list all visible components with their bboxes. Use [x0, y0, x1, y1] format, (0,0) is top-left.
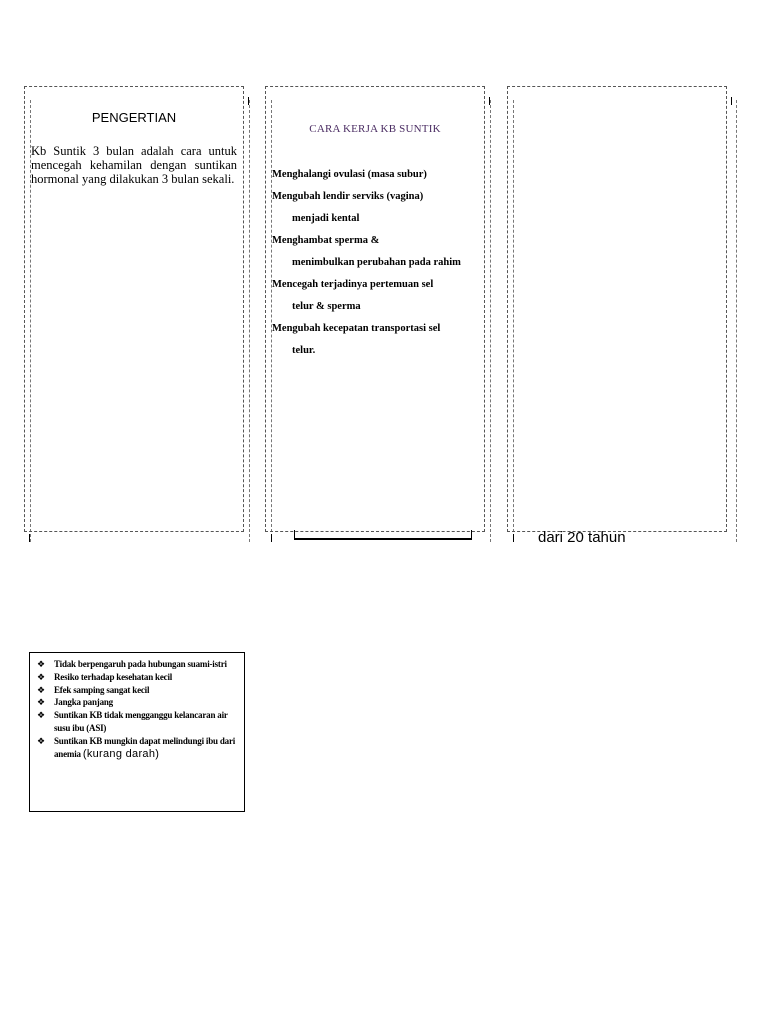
list-item	[36, 684, 240, 697]
section-heading-cara-kerja: CARA KERJA KB SUNTIK	[309, 123, 441, 135]
diamond-bullet-icon: ❖	[37, 671, 45, 682]
diamond-bullet-icon: ❖	[37, 735, 45, 746]
diamond-bullet-icon: ❖	[37, 697, 45, 708]
definition-paragraph: Kb Suntik 3 bulan adalah cara untuk mencegah kehamilan dengan suntikan hormonal yang dilakukan 3 bulan sekali.	[31, 144, 237, 186]
benefits-box	[29, 652, 245, 812]
corner-tick	[271, 534, 272, 542]
list-item-text: Tidak berpengaruh pada hubungan suami-istri	[54, 659, 227, 669]
list-item	[272, 318, 478, 362]
benefits-list	[36, 658, 240, 760]
panel-cara-kerja	[265, 86, 485, 532]
list-item-tail: (kurang darah)	[82, 747, 160, 760]
diamond-bullet-icon: ❖	[37, 710, 45, 721]
corner-tick	[489, 97, 490, 105]
list-item	[36, 696, 240, 709]
list-item	[272, 164, 478, 186]
list-item-text: Resiko terhadap kesehatan kecil	[54, 671, 173, 682]
list-item	[272, 186, 478, 230]
list-item-text: Suntikan KB tidak mengganggu kelancaran air susu ibu (ASI)	[54, 710, 228, 733]
cut-off-text: dari 20 tahun	[538, 530, 626, 544]
list-item-continuation: menjadi kental	[292, 213, 360, 224]
list-item	[272, 274, 478, 318]
list-item-text: Mencegah terjadinya pertemuan sel	[272, 279, 434, 290]
list-item-text: Menghalangi ovulasi (masa subur)	[272, 169, 427, 180]
section-heading-pengertian: PENGERTIAN	[91, 110, 177, 125]
list-item-text: Mengubah lendir serviks (vagina)	[272, 191, 424, 202]
list-item	[36, 671, 240, 684]
corner-tick	[29, 534, 30, 542]
panel-right-empty	[507, 86, 727, 532]
list-item	[36, 658, 240, 671]
diamond-bullet-icon: ❖	[37, 684, 45, 695]
diamond-bullet-icon: ❖	[37, 659, 45, 669]
list-item	[36, 709, 240, 735]
list-item	[272, 230, 478, 274]
panel-pengertian	[24, 86, 244, 532]
corner-tick	[731, 97, 732, 105]
list-item-text: Menghambat sperma &	[272, 235, 380, 246]
list-item-text: Mengubah kecepatan transportasi sel	[272, 323, 441, 334]
corner-tick	[248, 97, 249, 105]
list-item-continuation: telur & sperma	[292, 301, 361, 312]
list-item-continuation: menimbulkan perubahan pada rahim	[292, 257, 461, 268]
list-item-text: Suntikan KB mungkin dapat melindungi ibu dari anemia	[54, 735, 236, 759]
list-item-text: Efek samping sangat kecil	[54, 684, 150, 695]
list-item-text: Jangka panjang	[54, 697, 113, 708]
box-stub	[294, 530, 472, 540]
list-item	[36, 735, 240, 761]
corner-tick	[513, 534, 514, 542]
mechanism-list	[272, 164, 478, 362]
list-item-continuation: telur.	[292, 345, 316, 356]
